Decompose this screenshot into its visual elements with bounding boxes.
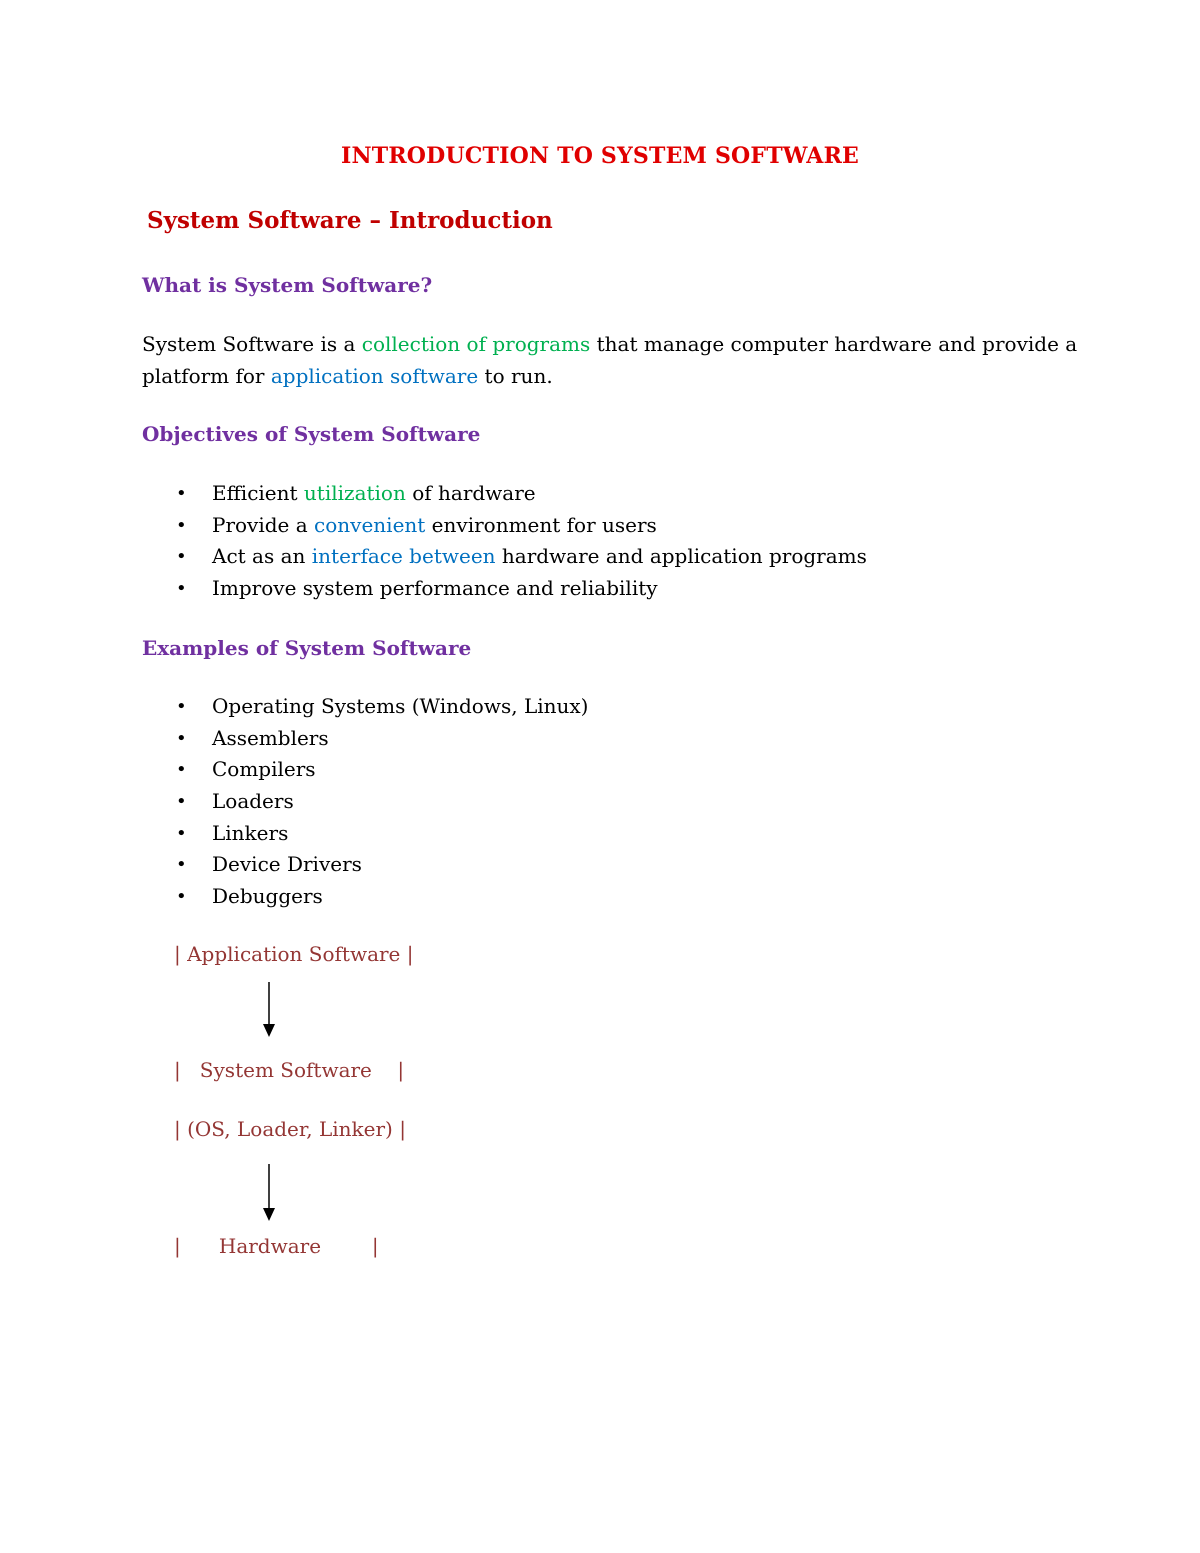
diagram-hardware-layer: | Hardware | — [174, 1234, 379, 1258]
definition-text-1: System Software is a — [142, 332, 362, 356]
down-arrow-icon — [262, 1164, 276, 1222]
item-text: hardware and application programs — [495, 544, 867, 569]
item-highlight: interface between — [311, 544, 496, 569]
item-text: Assemblers — [212, 725, 329, 750]
item-text: Debuggers — [212, 884, 323, 909]
list-item — [142, 478, 867, 510]
diagram-system-components: | (OS, Loader, Linker) | — [174, 1117, 406, 1141]
item-text: Efficient — [212, 481, 304, 505]
item-text: Act as an — [212, 544, 312, 569]
bullet-icon: • — [176, 822, 187, 844]
definition-paragraph — [142, 328, 1082, 392]
item-text: Linkers — [212, 820, 289, 845]
item-text: Device Drivers — [212, 852, 362, 877]
item-text: Loaders — [212, 789, 294, 814]
diagram-application-layer: | Application Software | — [174, 942, 414, 966]
objectives-list — [142, 478, 867, 605]
definition-text-2: that manage computer hardware and provide a platform for — [142, 332, 1078, 388]
list-item — [142, 818, 588, 850]
heading-examples: Examples of System Software — [142, 636, 472, 660]
page-subtitle: System Software – Introduction — [147, 207, 553, 234]
bullet-icon: • — [176, 514, 187, 536]
list-item — [142, 541, 867, 573]
bullet-icon: • — [176, 578, 187, 600]
item-highlight: utilization — [303, 481, 406, 505]
list-item — [142, 573, 867, 605]
heading-objectives: Objectives of System Software — [142, 422, 481, 446]
bullet-icon: • — [176, 886, 187, 908]
page-title: INTRODUCTION TO SYSTEM SOFTWARE — [340, 143, 860, 169]
item-text: Provide a — [212, 512, 315, 537]
list-item — [142, 691, 588, 723]
item-text: Compilers — [212, 757, 316, 782]
item-text: of hardware — [405, 481, 536, 505]
bullet-icon: • — [176, 696, 187, 717]
bullet-icon: • — [176, 727, 187, 749]
definition-highlight-application: application software — [270, 364, 479, 388]
list-item — [142, 510, 867, 542]
bullet-icon: • — [176, 483, 187, 504]
list-item — [142, 849, 588, 881]
list-item — [142, 786, 588, 818]
examples-list — [142, 691, 588, 913]
diagram-system-layer: | System Software | — [174, 1058, 405, 1082]
list-item — [142, 723, 588, 755]
down-arrow-icon — [262, 982, 276, 1038]
bullet-icon: • — [176, 854, 187, 876]
bullet-icon: • — [176, 759, 187, 781]
item-text: Operating Systems (Windows, Linux) — [212, 694, 589, 718]
heading-what-is: What is System Software? — [142, 273, 433, 297]
item-highlight: convenient — [314, 512, 426, 537]
list-item — [142, 754, 588, 786]
item-text: Improve system performance and reliability — [212, 576, 658, 601]
list-item — [142, 881, 588, 913]
bullet-icon: • — [176, 546, 187, 568]
bullet-icon: • — [176, 791, 187, 813]
item-text: environment for users — [425, 512, 657, 537]
definition-text-3: to run. — [478, 364, 553, 388]
definition-highlight-collection: collection of programs — [361, 332, 591, 356]
